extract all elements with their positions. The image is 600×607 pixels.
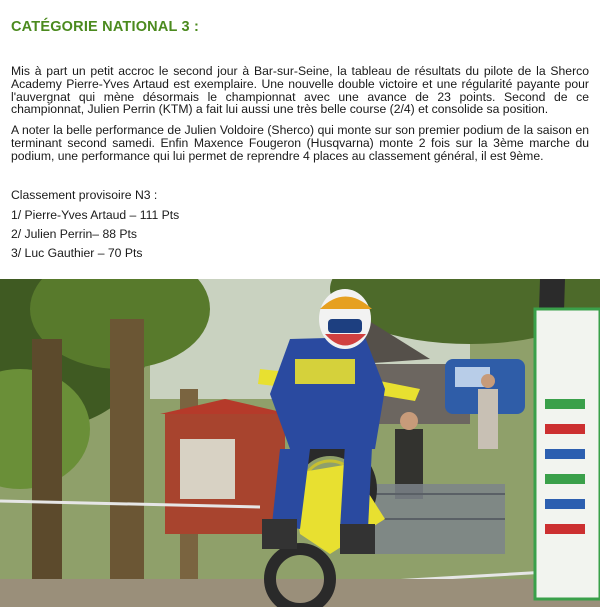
ranking-item-1: 1/ Pierre-Yves Artaud – 111 Pts <box>11 208 180 222</box>
paragraph-1: Mis à part un petit accroc le second jour à Bar-sur-Seine, la tableau de résultats du pilote de la Sherco Academy Pierre-Yves Artaud est exemplaire. Une nouvelle double victoire et une régularité payante pour l'auvergnat qui mène désormais le championnat avec une avance de 23 points. Second de ce championnat, Julien Perrin (KTM) a fait lui aussi une très belle course (2/4) et consolide sa position. <box>11 64 589 117</box>
ranking-item-3: 3/ Luc Gauthier – 70 Pts <box>11 246 143 260</box>
ranking-item-2: 2/ Julien Perrin– 88 Pts <box>11 227 138 241</box>
section-heading: CATÉGORIE NATIONAL 3 : <box>11 19 200 35</box>
race-photo <box>0 279 600 607</box>
ranking-title: Classement provisoire N3 : <box>11 188 158 202</box>
paragraph-2: A noter la belle performance de Julien Voldoire (Sherco) qui monte sur son premier podium de la saison en terminant second samedi. Enfin Maxence Fougeron (Husqvarna) monte 2 fois sur la 3ème marche du podium, une performance qui lui permet de reprendre 4 places au classement général, il est 9ème. <box>11 123 589 163</box>
